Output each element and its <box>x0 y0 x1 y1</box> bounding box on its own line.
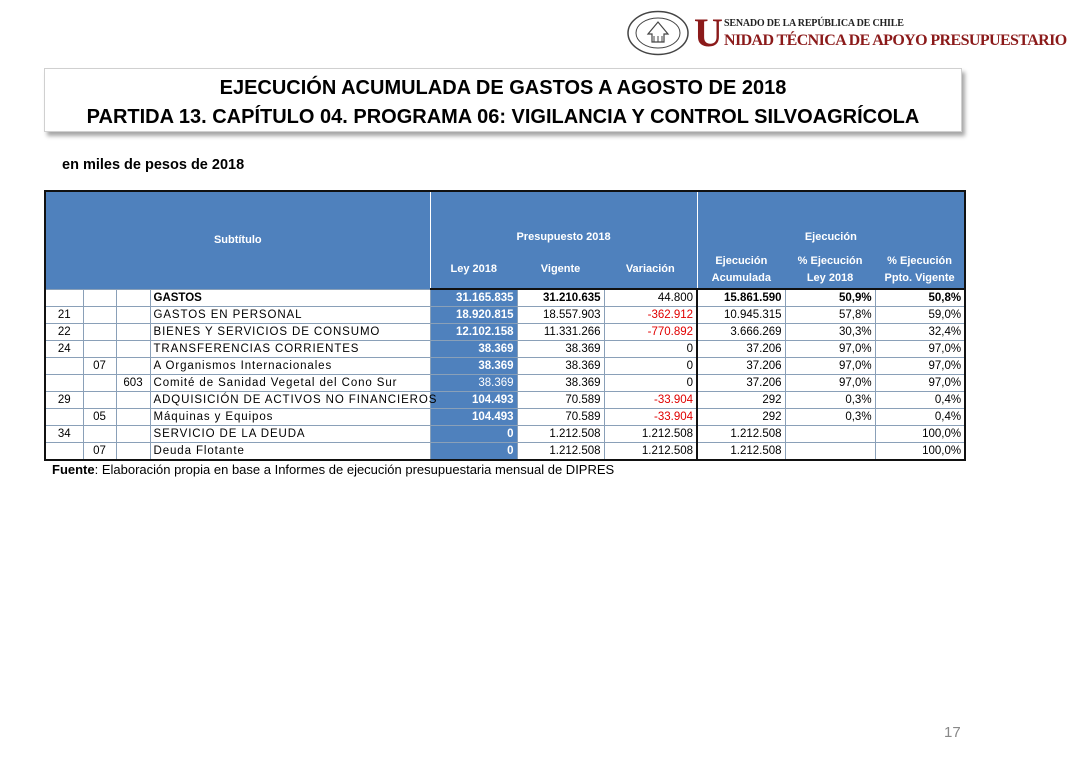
cell-asignacion <box>116 289 150 307</box>
cell-pct-vigente: 100,0% <box>875 443 965 461</box>
cell-variacion: 0 <box>604 358 697 375</box>
cell-vigente: 1.212.508 <box>517 443 604 461</box>
cell-name: Comité de Sanidad Vegetal del Cono Sur <box>150 375 430 392</box>
cell-item <box>83 375 116 392</box>
cell-subtitulo: 21 <box>45 307 83 324</box>
cell-name: ADQUISICIÓN DE ACTIVOS NO FINANCIEROS <box>150 392 430 409</box>
cell-item: 07 <box>83 443 116 461</box>
cell-pct-ley <box>785 443 875 461</box>
header-subtitulo: Subtítulo <box>45 191 430 289</box>
cell-subtitulo: 22 <box>45 324 83 341</box>
cell-asignacion <box>116 307 150 324</box>
cell-subtitulo <box>45 375 83 392</box>
source-note <box>52 462 614 477</box>
cell-vigente: 70.589 <box>517 409 604 426</box>
page-number: 17 <box>944 724 961 741</box>
header-ejecucion: Ejecución <box>697 191 965 251</box>
cell-name: A Organismos Internacionales <box>150 358 430 375</box>
header-variacion: Variación <box>604 251 697 289</box>
cell-pct-vigente: 97,0% <box>875 358 965 375</box>
cell-variacion: 1.212.508 <box>604 443 697 461</box>
cell-item: 07 <box>83 358 116 375</box>
table-row <box>45 341 965 358</box>
cell-vigente: 18.557.903 <box>517 307 604 324</box>
cell-pct-vigente: 50,8% <box>875 289 965 307</box>
cell-variacion: 44.800 <box>604 289 697 307</box>
cell-item <box>83 289 116 307</box>
cell-vigente: 11.331.266 <box>517 324 604 341</box>
cell-acumulada: 1.212.508 <box>697 443 785 461</box>
table-row <box>45 324 965 341</box>
slide-title <box>44 68 962 132</box>
cell-asignacion <box>116 324 150 341</box>
cell-pct-ley: 97,0% <box>785 341 875 358</box>
cell-pct-ley: 0,3% <box>785 409 875 426</box>
cell-variacion: 0 <box>604 341 697 358</box>
cell-pct-ley: 97,0% <box>785 358 875 375</box>
cell-vigente: 38.369 <box>517 341 604 358</box>
cell-name: GASTOS EN PERSONAL <box>150 307 430 324</box>
table-row <box>45 392 965 409</box>
cell-variacion: -33.904 <box>604 392 697 409</box>
cell-variacion: 1.212.508 <box>604 426 697 443</box>
cell-pct-ley: 30,3% <box>785 324 875 341</box>
cell-item <box>83 392 116 409</box>
cell-ley: 12.102.158 <box>430 324 517 341</box>
cell-acumulada: 37.206 <box>697 358 785 375</box>
table-row <box>45 289 965 307</box>
cell-ley: 38.369 <box>430 375 517 392</box>
cell-variacion: -33.904 <box>604 409 697 426</box>
cell-asignacion: 603 <box>116 375 150 392</box>
cell-pct-vigente: 32,4% <box>875 324 965 341</box>
cell-pct-vigente: 0,4% <box>875 392 965 409</box>
cell-vigente: 31.210.635 <box>517 289 604 307</box>
cell-pct-ley: 50,9% <box>785 289 875 307</box>
units-note: en miles de pesos de 2018 <box>62 157 245 173</box>
budget-execution-table <box>44 190 966 461</box>
cell-acumulada: 10.945.315 <box>697 307 785 324</box>
brand-initial: U <box>694 10 723 55</box>
cell-asignacion <box>116 358 150 375</box>
title-line-1: EJECUCIÓN ACUMULADA DE GASTOS A AGOSTO DE 2018 <box>219 77 787 99</box>
cell-ley: 104.493 <box>430 392 517 409</box>
senate-logo <box>624 8 1067 60</box>
cell-acumulada: 15.861.590 <box>697 289 785 307</box>
cell-subtitulo <box>45 409 83 426</box>
table-row <box>45 409 965 426</box>
header-presupuesto: Presupuesto 2018 <box>430 191 697 251</box>
cell-ley: 18.920.815 <box>430 307 517 324</box>
cell-asignacion <box>116 392 150 409</box>
cell-item <box>83 324 116 341</box>
cell-acumulada: 292 <box>697 392 785 409</box>
cell-subtitulo: 24 <box>45 341 83 358</box>
cell-vigente: 38.369 <box>517 358 604 375</box>
cell-asignacion <box>116 443 150 461</box>
cell-subtitulo <box>45 289 83 307</box>
header-vigente: Vigente <box>517 251 604 289</box>
cell-pct-vigente: 0,4% <box>875 409 965 426</box>
header-ejecucion-acumulada: Ejecución Acumulada <box>697 251 785 289</box>
cell-pct-vigente: 100,0% <box>875 426 965 443</box>
cell-pct-vigente: 97,0% <box>875 375 965 392</box>
table-row <box>45 307 965 324</box>
title-line-2: PARTIDA 13. CAPÍTULO 04. PROGRAMA 06: VIGILANCIA Y CONTROL SILVOAGRÍCOLA <box>86 106 920 128</box>
table-row <box>45 358 965 375</box>
cell-vigente: 1.212.508 <box>517 426 604 443</box>
cell-asignacion <box>116 426 150 443</box>
cell-ley: 38.369 <box>430 341 517 358</box>
cell-subtitulo: 29 <box>45 392 83 409</box>
cell-pct-ley: 0,3% <box>785 392 875 409</box>
cell-subtitulo <box>45 358 83 375</box>
cell-name: Deuda Flotante <box>150 443 430 461</box>
cell-name: SERVICIO DE LA DEUDA <box>150 426 430 443</box>
cell-name: TRANSFERENCIAS CORRIENTES <box>150 341 430 358</box>
cell-variacion: 0 <box>604 375 697 392</box>
cell-ley: 104.493 <box>430 409 517 426</box>
source-label: Fuente <box>52 462 95 477</box>
cell-ley: 38.369 <box>430 358 517 375</box>
cell-ley: 0 <box>430 443 517 461</box>
table-row <box>45 426 965 443</box>
cell-vigente: 38.369 <box>517 375 604 392</box>
cell-subtitulo: 34 <box>45 426 83 443</box>
cell-asignacion <box>116 409 150 426</box>
brand-line-1: SENADO DE LA REPÚBLICA DE CHILE <box>724 18 904 29</box>
table-row <box>45 443 965 461</box>
cell-item <box>83 341 116 358</box>
cell-variacion: -770.892 <box>604 324 697 341</box>
cell-ley: 0 <box>430 426 517 443</box>
cell-acumulada: 3.666.269 <box>697 324 785 341</box>
cell-name: Máquinas y Equipos <box>150 409 430 426</box>
cell-item: 05 <box>83 409 116 426</box>
cell-name: GASTOS <box>150 289 430 307</box>
cell-asignacion <box>116 341 150 358</box>
cell-variacion: -362.912 <box>604 307 697 324</box>
header-ley: Ley 2018 <box>430 251 517 289</box>
header-pct-ley: % Ejecución Ley 2018 <box>785 251 875 289</box>
source-text: : Elaboración propia en base a Informes de ejecución presupuestaria mensual de DIPRES <box>94 462 615 477</box>
brand-line-2: NIDAD TÉCNICA DE APOYO PRESUPUESTARIO <box>724 32 1067 49</box>
table-row <box>45 375 965 392</box>
cell-acumulada: 1.212.508 <box>697 426 785 443</box>
header-pct-vigente: % Ejecución Ppto. Vigente <box>875 251 965 289</box>
cell-acumulada: 37.206 <box>697 341 785 358</box>
cell-subtitulo <box>45 443 83 461</box>
senate-seal-icon <box>626 10 690 56</box>
cell-pct-vigente: 97,0% <box>875 341 965 358</box>
cell-item <box>83 426 116 443</box>
cell-ley: 31.165.835 <box>430 289 517 307</box>
cell-vigente: 70.589 <box>517 392 604 409</box>
cell-name: BIENES Y SERVICIOS DE CONSUMO <box>150 324 430 341</box>
cell-item <box>83 307 116 324</box>
cell-pct-ley: 57,8% <box>785 307 875 324</box>
cell-pct-vigente: 59,0% <box>875 307 965 324</box>
cell-acumulada: 37.206 <box>697 375 785 392</box>
cell-pct-ley: 97,0% <box>785 375 875 392</box>
cell-acumulada: 292 <box>697 409 785 426</box>
cell-pct-ley <box>785 426 875 443</box>
